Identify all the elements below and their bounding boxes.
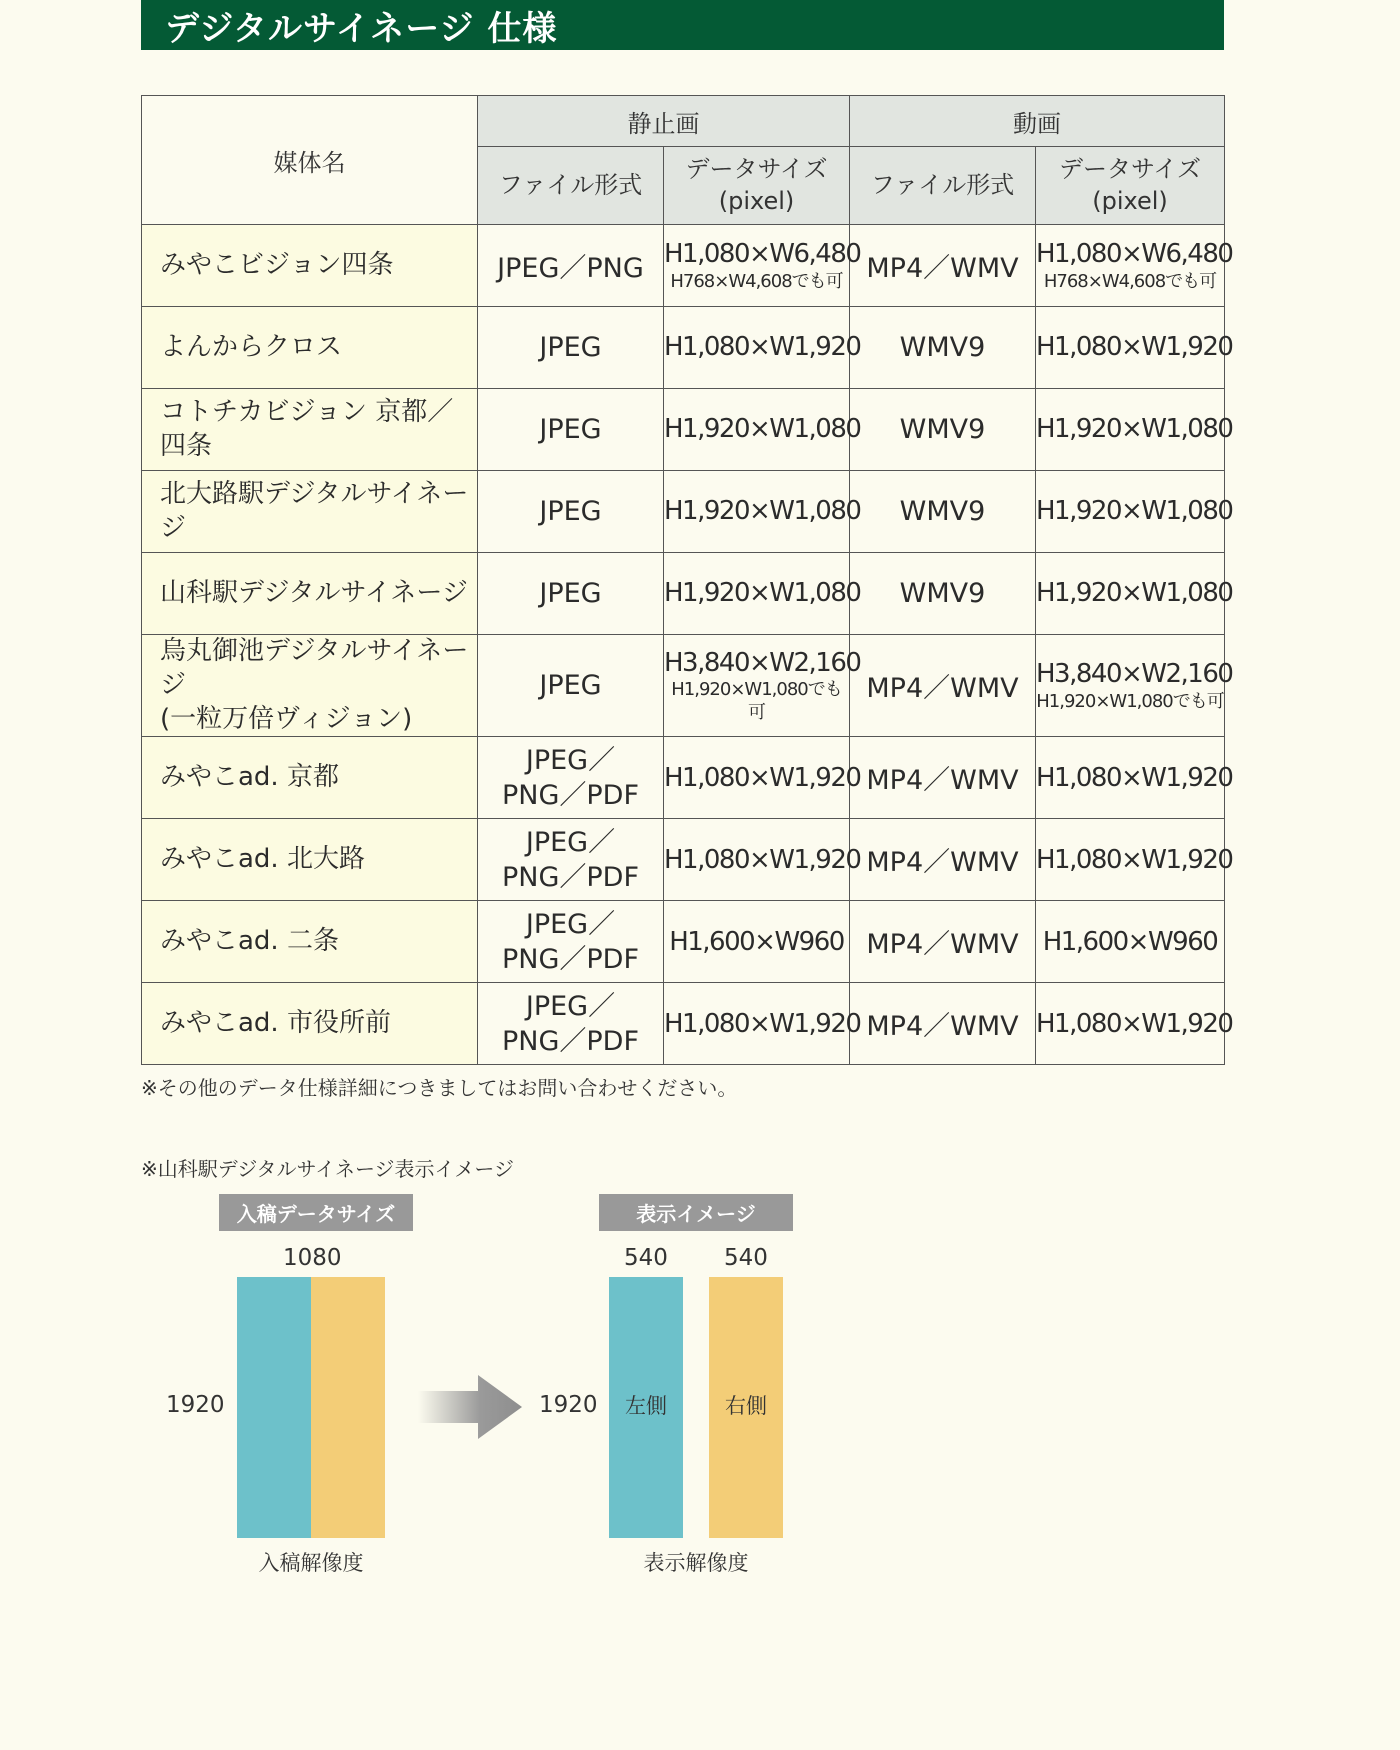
- video-size-header: データサイズ (pixel): [1036, 147, 1225, 225]
- video-format-cell: MP4／WMV: [850, 737, 1036, 819]
- media-name-cell: 山科駅デジタルサイネージ: [142, 553, 478, 635]
- table-row: [142, 307, 1225, 389]
- video-size-cell: H1,080×W1,920: [1036, 819, 1225, 901]
- table-row: [142, 901, 1225, 983]
- video-format-cell: MP4／WMV: [850, 819, 1036, 901]
- still-size-cell: H1,920×W1,080: [664, 553, 850, 635]
- still-format-cell: JPEG／ PNG／PDF: [478, 983, 664, 1065]
- input-resolution-label: 入稿解像度: [258, 1551, 364, 1575]
- video-format-cell: WMV9: [850, 553, 1036, 635]
- video-format-cell: MP4／WMV: [850, 983, 1036, 1065]
- video-size-cell: H1,080×W1,920: [1036, 307, 1225, 389]
- video-size-cell: H1,920×W1,080: [1036, 553, 1225, 635]
- media-name-cell: みやこビジョン四条: [142, 225, 478, 307]
- still-size-cell: H1,920×W1,080: [664, 471, 850, 553]
- media-name-cell: よんからクロス: [142, 307, 478, 389]
- video-size-cell: H1,600×W960: [1036, 901, 1225, 983]
- still-format-cell: JPEG／ PNG／PDF: [478, 737, 664, 819]
- video-size-cell: H1,920×W1,080: [1036, 389, 1225, 471]
- table-row: [142, 225, 1225, 307]
- video-format-cell: MP4／WMV: [850, 635, 1036, 737]
- still-format-cell: JPEG: [478, 635, 664, 737]
- video-format-cell: WMV9: [850, 471, 1036, 553]
- media-header: 媒体名: [142, 96, 478, 225]
- media-name-cell: 烏丸御池デジタルサイネージ (一粒万倍ヴィジョン): [142, 635, 478, 737]
- display-image-label: 表示イメージ: [599, 1194, 793, 1231]
- still-format-cell: JPEG／ PNG／PDF: [478, 819, 664, 901]
- media-name-cell: みやこad. 市役所前: [142, 983, 478, 1065]
- video-format-cell: WMV9: [850, 389, 1036, 471]
- input-size-label: 入稿データサイズ: [219, 1194, 413, 1231]
- table-row: [142, 471, 1225, 553]
- media-name-cell: みやこad. 二条: [142, 901, 478, 983]
- video-format-cell: MP4／WMV: [850, 901, 1036, 983]
- table-row: [142, 819, 1225, 901]
- contact-note: ※その他のデータ仕様詳細につきましてはお問い合わせください。: [141, 1076, 738, 1100]
- still-image-header: 静止画: [478, 96, 850, 147]
- video-format-header: ファイル形式: [850, 147, 1036, 225]
- still-size-cell: H1,080×W1,920: [664, 307, 850, 389]
- still-size-header: データサイズ (pixel): [664, 147, 850, 225]
- table-row: [142, 553, 1225, 635]
- right-side-label: 右側: [725, 1394, 767, 1418]
- video-header: 動画: [850, 96, 1225, 147]
- still-size-cell: H3,840×W2,160 H1,920×W1,080でも可: [664, 635, 850, 737]
- media-name-cell: みやこad. 京都: [142, 737, 478, 819]
- display-right-width-value: 540: [724, 1245, 768, 1271]
- media-name-cell: コトチカビジョン 京都／四条: [142, 389, 478, 471]
- video-size-cell: H1,080×W1,920: [1036, 983, 1225, 1065]
- display-resolution-label: 表示解像度: [643, 1551, 749, 1575]
- diagram-caption: ※山科駅デジタルサイネージ表示イメージ: [141, 1157, 514, 1181]
- still-format-cell: JPEG／ PNG／PDF: [478, 901, 664, 983]
- still-format-header: ファイル形式: [478, 147, 664, 225]
- still-format-cell: JPEG: [478, 471, 664, 553]
- media-name-cell: みやこad. 北大路: [142, 819, 478, 901]
- spec-table: [141, 95, 1233, 1065]
- still-format-cell: JPEG: [478, 553, 664, 635]
- table-row: [142, 635, 1225, 737]
- still-size-cell: H1,080×W1,920: [664, 737, 850, 819]
- video-format-cell: MP4／WMV: [850, 225, 1036, 307]
- arrow-right-icon: [418, 1375, 522, 1439]
- still-size-cell: H1,920×W1,080: [664, 389, 850, 471]
- video-size-cell: H3,840×W2,160 H1,920×W1,080でも可: [1036, 635, 1225, 737]
- still-format-cell: JPEG: [478, 389, 664, 471]
- video-format-cell: WMV9: [850, 307, 1036, 389]
- table-row: [142, 389, 1225, 471]
- media-name-cell: 北大路駅デジタルサイネージ: [142, 471, 478, 553]
- video-size-cell: H1,080×W1,920: [1036, 737, 1225, 819]
- page-title: デジタルサイネージ 仕様: [141, 0, 1224, 50]
- input-left-bar: [237, 1277, 311, 1538]
- input-height-value: 1920: [166, 1392, 225, 1418]
- display-height-value: 1920: [539, 1392, 598, 1418]
- table-row: [142, 737, 1225, 819]
- display-left-width-value: 540: [624, 1245, 668, 1271]
- still-format-cell: JPEG: [478, 307, 664, 389]
- input-right-bar: [311, 1277, 385, 1538]
- video-size-cell: H1,080×W6,480 H768×W4,608でも可: [1036, 225, 1225, 307]
- still-size-cell: H1,080×W1,920: [664, 983, 850, 1065]
- still-format-cell: JPEG／PNG: [478, 225, 664, 307]
- still-size-cell: H1,080×W1,920: [664, 819, 850, 901]
- left-side-label: 左側: [625, 1394, 667, 1418]
- still-size-cell: H1,080×W6,480 H768×W4,608でも可: [664, 225, 850, 307]
- table-row: [142, 983, 1225, 1065]
- input-width-value: 1080: [283, 1245, 342, 1271]
- still-size-cell: H1,600×W960: [664, 901, 850, 983]
- video-size-cell: H1,920×W1,080: [1036, 471, 1225, 553]
